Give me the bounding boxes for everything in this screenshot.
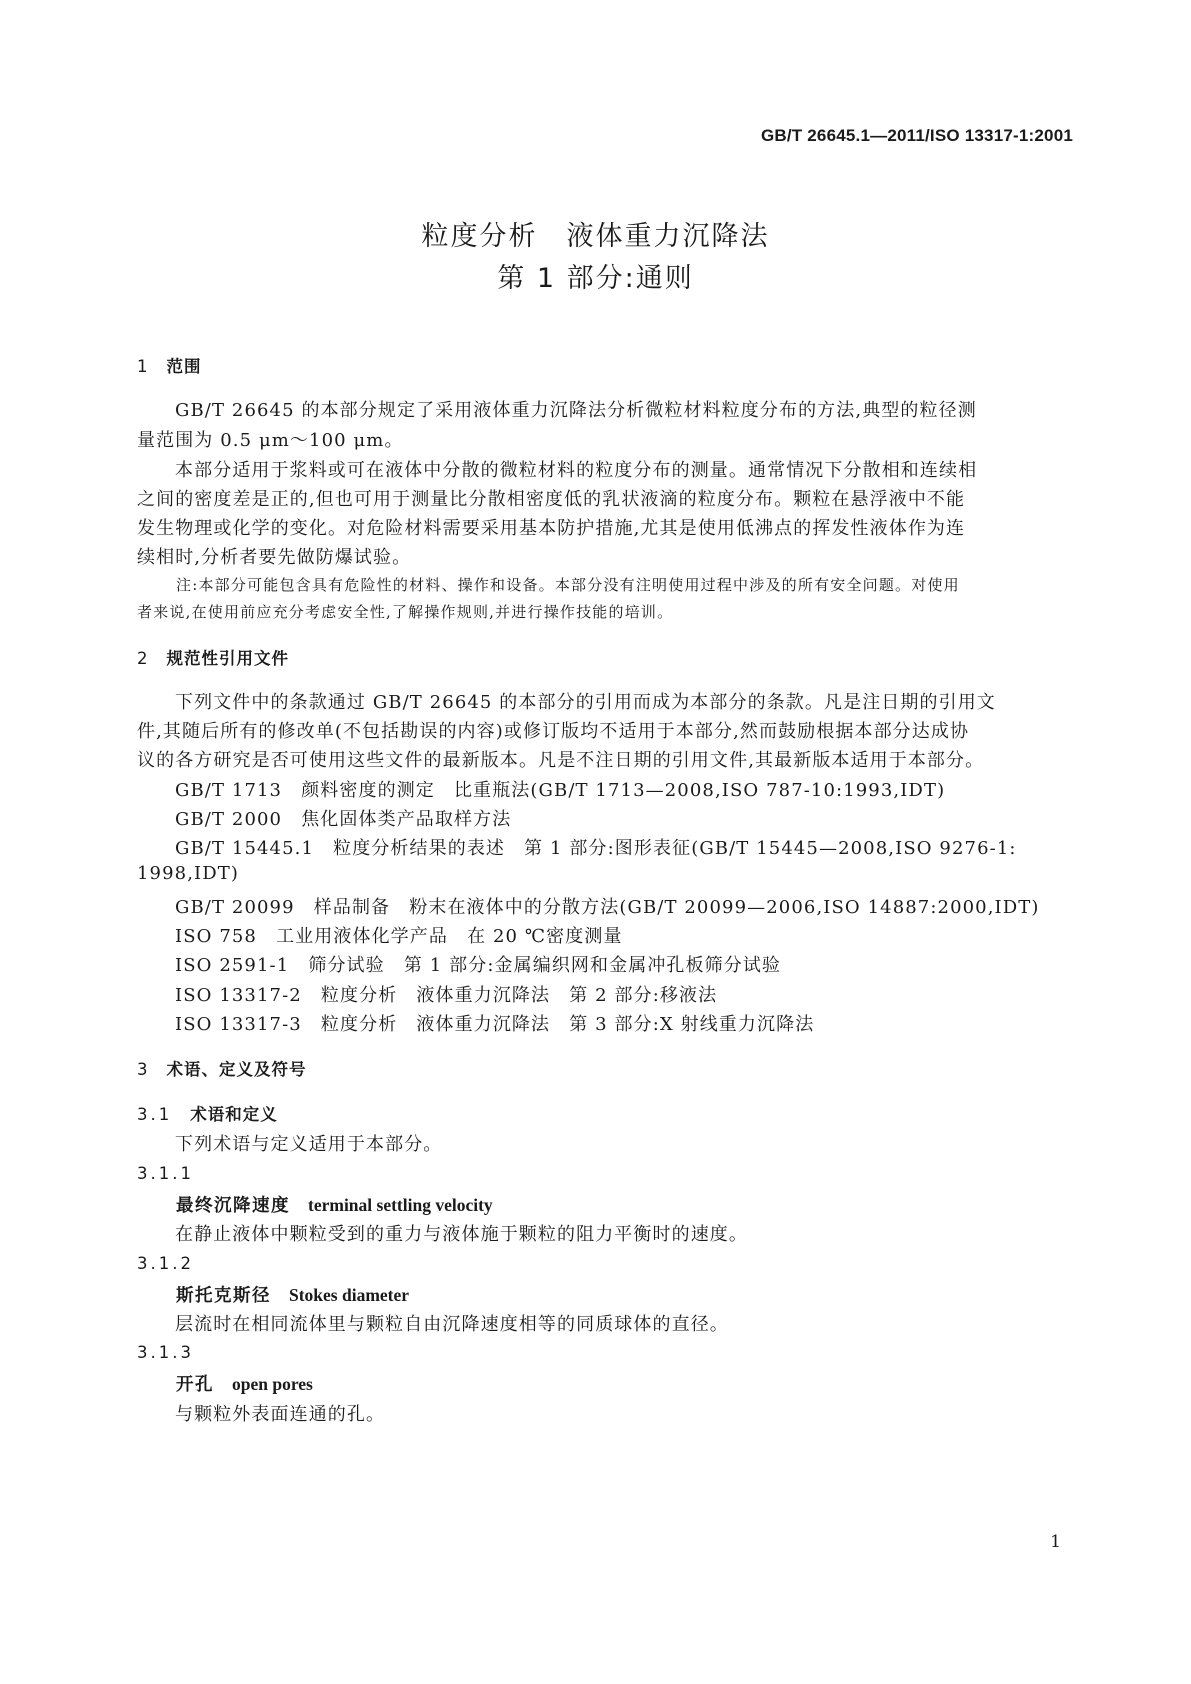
paragraph-line: 本部分适用于浆料或可在液体中分散的微粒材料的粒度分布的测量。通常情况下分散相和连续相 (175, 460, 978, 481)
paragraph-line: GB/T 26645 的本部分规定了采用液体重力沉降法分析微粒材料粒度分布的方法,典型的粒径测 (175, 400, 977, 421)
reference-item: ISO 13317-2 粒度分析 液体重力沉降法 第 2 部分:移液法 (175, 985, 718, 1006)
title-line2: 第 1 部分:通则 (497, 263, 694, 294)
term-number: 3.1.1 (137, 1164, 194, 1183)
paragraph-line: 之间的密度差是正的,但也可用于测量比分散相密度低的乳状液滴的粒度分布。颗粒在悬浮液中不能 (137, 489, 966, 510)
term-en: Stokes diameter (289, 1285, 410, 1305)
term-definition: 在静止液体中颗粒受到的重力与液体施于颗粒的阻力平衡时的速度。 (175, 1224, 748, 1245)
paragraph-line: 下列术语与定义适用于本部分。 (175, 1134, 443, 1155)
page-number: 1 (1050, 1532, 1061, 1552)
term-heading (176, 1282, 409, 1307)
paragraph-line: 发生物理或化学的变化。对危险材料需要采用基本防护措施,尤其是使用低沸点的挥发性液体作为连 (137, 518, 966, 539)
note-line: 注:本部分可能包含具有危险性的材料、操作和设备。本部分没有注明使用过程中涉及的所有安全问题。对使用 (176, 576, 960, 594)
paragraph-line: 件,其随后所有的修改单(不包括勘误的内容)或修订版均不适用于本部分,然而鼓励根据本部分达成协 (137, 721, 970, 742)
standard-number: GB/T 26645.1—2011/ISO 13317-1:2001 (760, 126, 1073, 145)
reference-item: 1998,IDT) (137, 863, 240, 884)
note-line: 者来说,在使用前应充分考虑安全性,了解操作规则,并进行操作技能的培训。 (137, 603, 674, 621)
section-2-heading (137, 645, 289, 669)
term-definition: 层流时在相同流体里与颗粒自由沉降速度相等的同质球体的直径。 (175, 1314, 729, 1335)
reference-item: GB/T 20099 样品制备 粉末在液体中的分散方法(GB/T 20099—2006,ISO 14887:2000,IDT) (175, 897, 1040, 918)
section-1-heading (137, 353, 202, 377)
section-number: 3 (137, 1060, 149, 1079)
paragraph-line: 议的各方研究是否可使用这些文件的最新版本。凡是不注日期的引用文件,其最新版本适用于本部分。 (137, 750, 985, 771)
reference-item: GB/T 1713 颜料密度的测定 比重瓶法(GB/T 1713—2008,ISO 787-10:1993,IDT) (175, 780, 946, 801)
section-number: 1 (137, 357, 149, 376)
subsection-title: 术语和定义 (190, 1105, 278, 1124)
section-title: 范围 (166, 357, 202, 376)
term-number: 3.1.2 (137, 1254, 194, 1273)
paragraph-line: 下列文件中的条款通过 GB/T 26645 的本部分的引用而成为本部分的条款。凡是注日期的引用文 (175, 692, 996, 713)
term-en: terminal settling velocity (308, 1195, 493, 1215)
section-number: 2 (137, 649, 149, 668)
paragraph-line: 续相时,分析者要先做防爆试验。 (137, 547, 412, 568)
section-3-heading (137, 1056, 307, 1080)
reference-item: ISO 13317-3 粒度分析 液体重力沉降法 第 3 部分:X 射线重力沉降法 (175, 1014, 815, 1035)
paragraph-line: 量范围为 0.5 μm～100 μm。 (137, 430, 404, 451)
subsection-3-1-heading (137, 1101, 278, 1125)
reference-item: GB/T 15445.1 粒度分析结果的表述 第 1 部分:图形表征(GB/T 15445—2008,ISO 9276-1: (175, 838, 1017, 859)
term-number: 3.1.3 (137, 1343, 194, 1362)
term-zh: 开孔 (176, 1375, 214, 1395)
term-definition: 与颗粒外表面连通的孔。 (175, 1404, 386, 1425)
subsection-number: 3.1 (137, 1105, 173, 1124)
term-en: open pores (232, 1374, 313, 1394)
term-heading (176, 1371, 313, 1396)
title-line1: 粒度分析 液体重力沉降法 (421, 221, 770, 252)
term-heading (176, 1192, 493, 1217)
term-zh: 最终沉降速度 (176, 1196, 290, 1216)
reference-item: ISO 758 工业用液体化学产品 在 20 ℃密度测量 (175, 926, 623, 947)
reference-item: GB/T 2000 焦化固体类产品取样方法 (175, 809, 512, 830)
section-title: 规范性引用文件 (166, 649, 289, 668)
term-zh: 斯托克斯径 (176, 1286, 271, 1306)
section-title: 术语、定义及符号 (166, 1060, 307, 1079)
reference-item: ISO 2591-1 筛分试验 第 1 部分:金属编织网和金属冲孔板筛分试验 (175, 955, 782, 976)
